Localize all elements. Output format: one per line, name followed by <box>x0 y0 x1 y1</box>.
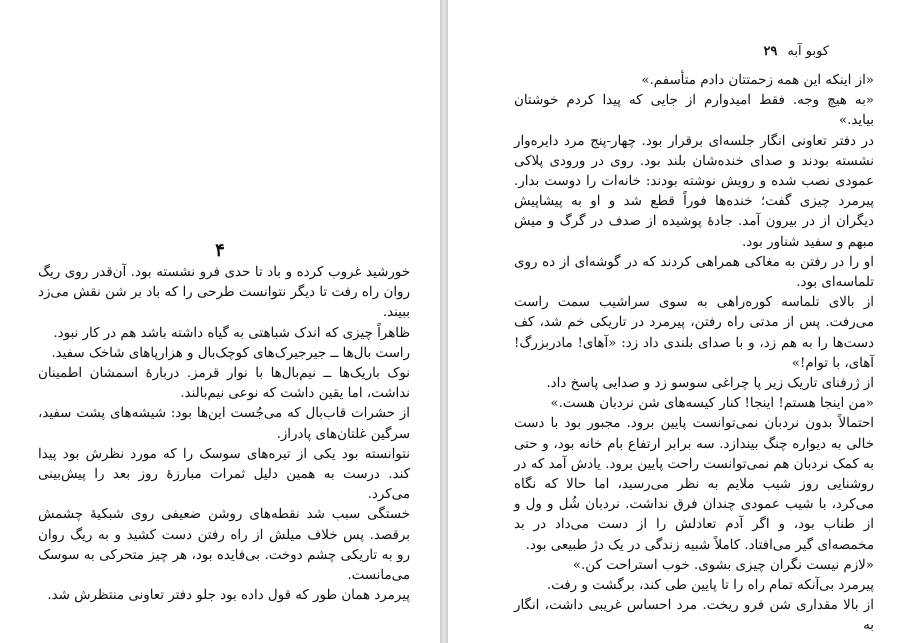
left-page <box>0 0 440 643</box>
paragraph: از بالای تلماسه کوره‌راهی به سوی سراشیب سمت راست می‌رفت. پس از مدتی راه رفتن، پیرمرد در تاریکی خم شد، کف دست‌ها را به هم زد، و با صدای بلندی داد زد: «آهای! مادربزرگ! آهای، با توام!» <box>514 295 874 371</box>
paragraph: «من اینجا هستم! اینجا! کنار کیسه‌های شن نردبان هست.» <box>550 396 874 412</box>
paragraph: پیرمرد همان طور که قول داده بود جلو دفتر تعاونی منتظرش شد. <box>47 588 410 604</box>
paragraph: از ژرفنای تاریک زیر پا چراغی سوسو زد و صدایی پاسخ داد. <box>546 376 874 392</box>
left-page-body <box>38 263 410 606</box>
paragraph: نتوانسته بود یکی از تیره‌های سوسک را که مورد نظرش بود پیدا کند. درست به همین دلیل ثمرات مبارزهٔ روز بعد را پیش‌بینی می‌کرد. <box>38 446 410 503</box>
paragraph: پیرمرد بی‌آنکه تمام راه را تا پایین طی کند، برگشت و رفت. <box>546 578 874 594</box>
paragraph: او را در رفتن به مغاکی همراهی کردند که در گوشه‌ای از ده روی تلماسه‌ای بود. <box>514 254 874 291</box>
paragraph: در دفتر تعاونی انگار جلسه‌ای برقرار بود. چهار-پنج مرد دایره‌وار نشسته بودند و صدای خنده‌شان بلند بود. روی در ورودی پلاکی عمودی نصب شده و رویش نوشته بودند: خانه‌ات را دوست بدار. پیرمرد چیزی گفت؛ خنده‌ها فوراً قطع شد و او به پیشاپیش دیگران از در بیرون آمد. جادهٔ پوشیده از صدف در گرگ و میش مبهم و سفید شناور بود. <box>514 133 874 250</box>
paragraph: خستگی سبب شد نقطه‌های روشن ضعیفی روی شبکیهٔ چشمش برقصد. پس خلاف میلش از راه رفتن دست کشید و به ریگ روان رو به تاریکی چشم دوخت. بی‌فایده بود، هر چیز متحرکی به سوسک می‌مانست. <box>38 507 410 584</box>
running-head-title: کوبو آبه <box>787 44 829 59</box>
paragraph: «به هیچ وجه. فقط امیدوارم از جایی که پیدا کردم خوشتان بیاید.» <box>514 93 874 129</box>
paragraph: «از اینکه این همه زحمتتان دادم متأسفم.» <box>641 73 874 88</box>
paragraph: از بالا مقداری شن فرو ریخت. مرد احساس غریبی داشت، انگار به <box>514 598 874 634</box>
page-number: ۲۹ <box>763 44 778 59</box>
right-page-body <box>514 71 874 637</box>
chapter-number: ۴ <box>215 240 225 261</box>
paragraph: نوک باریک‌ها ــ نیم‌بال‌ها با نوار قرمز. دربارهٔ اسمشان اطمینان نداشت، اما یقین داشت که نوعی نیم‌بالند. <box>38 366 410 402</box>
book-gutter <box>440 0 448 643</box>
running-head <box>763 44 829 59</box>
right-page <box>448 0 899 643</box>
paragraph: ظاهراً چیزی که اندک شباهتی به گیاه داشته باشد هم در کار نبود. <box>53 325 410 341</box>
paragraph: خورشید غروب کرده و باد تا حدی فرو نشسته بود. آن‌قدر روی ریگ روان راه رفت تا دیگر نتوانست طرحی را که باد بر شن نقش می‌زد ببیند. <box>38 265 410 321</box>
paragraph: احتمالاً بدون نردبان نمی‌توانست پایین برود. مجبور بود با دست خالی به دیواره چنگ بیندازد. سه برابر ارتفاع بام خانه بود، و حتی به کمک نردبان هم نمی‌توانست راحت پایین برود. یادش آمد که در روشنایی روز شیب ملایم به نظر می‌رسید، اما حالا که نگاه می‌کرد، با شیب عمودی چندان فرق نداشت. نردبان شُل و ول و از طناب بود، و اگر آدم تعادلش را از دست می‌داد در بد مخمصه‌ای گیر می‌افتاد. کاملاً شبیه زندگی در یک دژ طبیعی بود. <box>514 416 874 553</box>
paragraph: راست بال‌ها ــ جیرجیرک‌های کوچک‌بال و هزارپاهای شاخک سفید. <box>51 345 410 361</box>
paragraph: «لازم نیست نگران چیزی بشوی. خوب استراحت کن.» <box>572 557 874 573</box>
paragraph: از حشرات قاب‌بال که می‌جُست این‌ها بود: شیشه‌های پشت سفید، سرگین غلتان‌های پادراز. <box>38 406 410 442</box>
